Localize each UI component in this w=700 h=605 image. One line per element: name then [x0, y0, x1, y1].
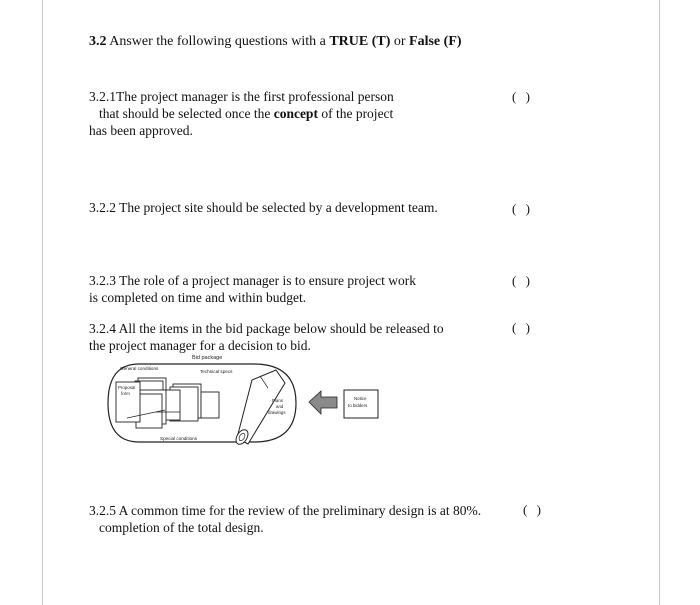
special-conditions-label: Special conditions [160, 436, 198, 441]
question-line: is completed on time and within budget. [89, 290, 307, 305]
question-line: 3.2.2 The project site should be selected by a development team. [89, 200, 438, 215]
question-line: the project manager for a decision to bid. [89, 338, 311, 353]
question-line: 3.2.3 The role of a project manager is to ensure project work [89, 273, 417, 288]
heading-or: or [390, 34, 410, 49]
question-line: completion of the total design. [99, 520, 264, 535]
general-conditions-label: General conditions [120, 366, 159, 371]
heading-false-label: False (F) [409, 34, 462, 49]
heading-text: Answer the following questions with a [106, 34, 330, 49]
question-3-2-4 [89, 320, 444, 354]
question-bold-term: concept [273, 106, 318, 121]
bid-package-diagram [104, 352, 394, 454]
question-line: 3.2.5 A common time for the review of the preliminary design is at 80%. [89, 503, 482, 518]
plans-label: Plans [272, 398, 283, 403]
answer-blank-3-2-3[interactable]: ( ) [512, 273, 533, 288]
document-sheet [201, 392, 219, 418]
plans-label: and [276, 404, 284, 409]
section-heading [89, 34, 462, 50]
question-line [89, 105, 394, 122]
heading-number: 3.2 [89, 34, 107, 49]
answer-blank-3-2-5[interactable]: ( ) [523, 502, 544, 517]
question-line: has been approved. [89, 123, 193, 138]
question-3-2-5 [89, 502, 481, 536]
answer-blank-3-2-4[interactable]: ( ) [512, 320, 533, 335]
notice-label: Notice [354, 396, 367, 401]
page-right-border [659, 0, 660, 605]
answer-blank-3-2-2[interactable]: ( ) [512, 201, 533, 216]
question-line: 3.2.4 All the items in the bid package below should be released to [89, 321, 444, 336]
answer-blank-3-2-1[interactable]: ( ) [512, 89, 533, 104]
proposal-form-label: Proposal [118, 385, 136, 390]
question-text: that should be selected once the [99, 106, 274, 121]
question-3-2-1 [89, 88, 394, 139]
question-text: of the project [317, 106, 394, 121]
notice-label: to bidders [348, 403, 368, 408]
technical-specs-label: Technical specs [200, 369, 233, 374]
heading-true-label: TRUE (T) [329, 34, 391, 49]
page-left-border [42, 0, 43, 605]
arrow-icon [309, 391, 337, 414]
diagram-title: Bid package [192, 355, 223, 361]
plans-label: drawings [268, 410, 286, 415]
question-3-2-3 [89, 272, 416, 306]
proposal-form-label: form [121, 391, 130, 396]
question-line: 3.2.1The project manager is the first professional person [89, 89, 394, 104]
question-3-2-2 [89, 199, 438, 216]
